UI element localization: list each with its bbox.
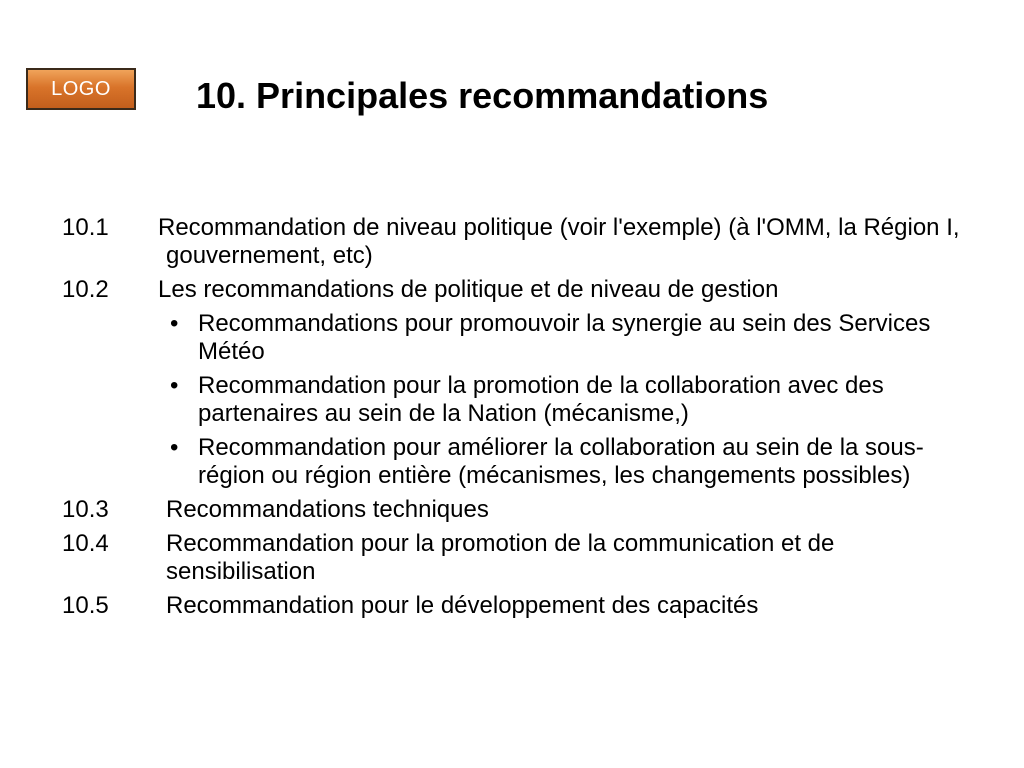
logo-text: LOGO [51,77,111,100]
bullet-text: Recommandation pour améliorer la collaboration au sein de la sous-région ou région entière (mécanismes, les changements possibles) [198,434,924,489]
item-text: Les recommandations de politique et de niveau de gestion [158,276,779,303]
item-text: Recommandation pour le développement des capacités [166,592,759,619]
sub-bullet-item [166,434,972,490]
item-number: 10.5 [62,592,109,619]
item-text: Recommandation pour la promotion de la communication et de sensibilisation [166,530,835,585]
logo-badge [26,68,136,110]
list-item-10-5 [62,592,972,620]
item-number: 10.1 [62,214,109,241]
bullet-icon: • [170,372,179,399]
slide-title: 10. Principales recommandations [196,75,769,116]
item-number: 10.2 [62,276,109,303]
list-item-10-4 [62,530,972,586]
list-item-10-1 [62,214,972,270]
sub-bullet-item [166,372,972,428]
list-item-10-2 [62,276,972,304]
bullet-text: Recommandation pour la promotion de la collaboration avec des partenaires au sein de la Nation (mécanisme,) [198,372,884,427]
bullet-text: Recommandations pour promouvoir la synergie au sein des Services Météo [198,310,931,365]
item-number: 10.4 [62,530,109,557]
recommendations-list [62,214,972,626]
bullet-icon: • [170,310,179,337]
bullet-icon: • [170,434,179,461]
item-text: Recommandation de niveau politique (voir l'exemple) (à l'OMM, la Région I, gouvernement, etc) [158,214,960,269]
item-text: Recommandations techniques [166,496,489,523]
sub-bullet-item [166,310,972,366]
list-item-10-3 [62,496,972,524]
item-number: 10.3 [62,496,109,523]
sub-bullet-list [62,310,972,490]
